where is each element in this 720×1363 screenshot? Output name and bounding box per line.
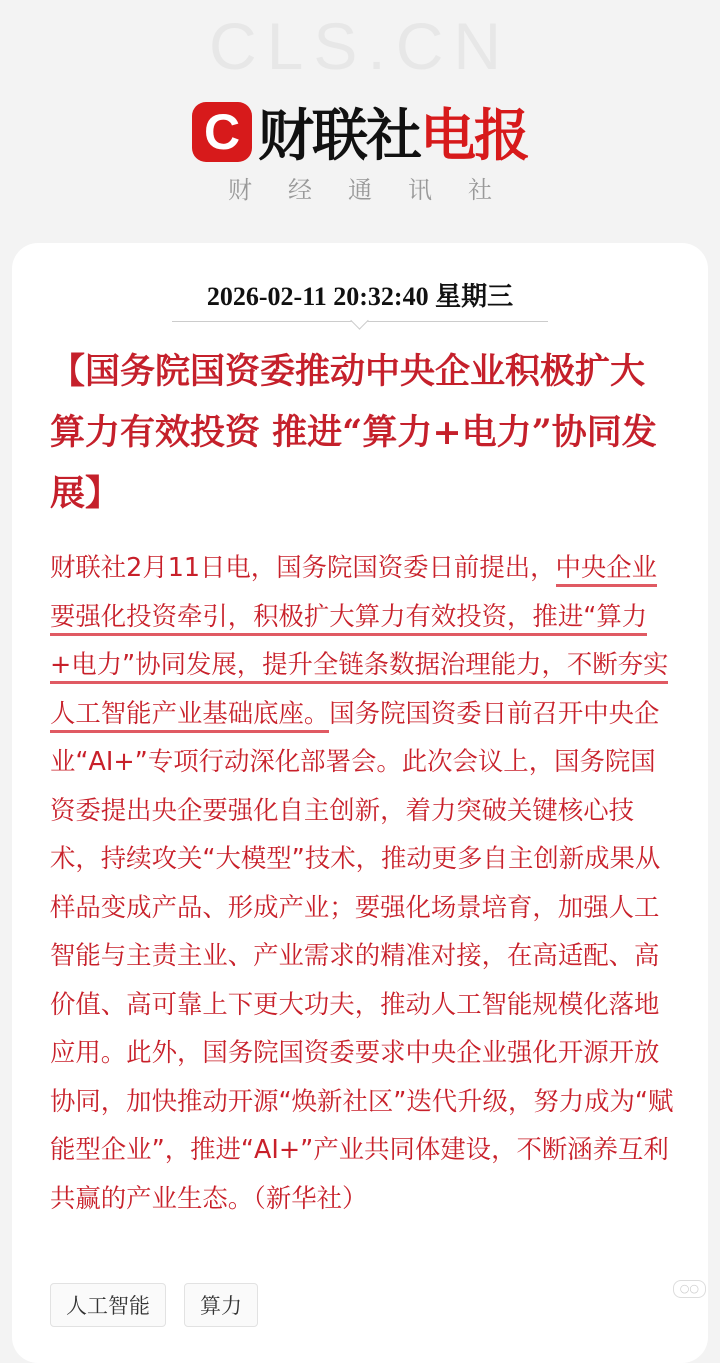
tag-ai[interactable]: 人工智能: [50, 1283, 166, 1327]
body-rest: 国务院国资委日前召开中央企业“AI+”专项行动深化部署会。此次会议上，国务院国资委提出央企要强化自主创新，着力突破关键核心技术，持续攻关“大模型”技术，推动更多自主创新成果从样品变成产品、形成产业；要强化场景培育，加强人工智能与主责主业、产业需求的精准对接，在高适配、高价值、高可靠上下更大功夫，推动人工智能规模化落地应用。此外，国务院国资委要求中央企业强化开源开放协同，加快推动开源“焕新社区”迭代升级，努力成为“赋能型企业”，推进“AI+”产业共同体建设，不断涵养互利共赢的产业生态。（新华社）: [50, 697, 674, 1213]
body-highlight: 中央企业要强化投资牵引，积极扩大算力有效投资，推进“算力+电力”协同发展，提升全链条数据治理能力，不断夯实人工智能产业基础底座。: [50, 552, 668, 733]
subbrand: 财经通讯社: [228, 176, 528, 204]
article-body: [50, 543, 674, 1222]
corner-watermark: [673, 1280, 706, 1298]
brand-suffix: 电报: [420, 104, 528, 169]
brand-name: 财联社: [258, 104, 420, 169]
logo-c-icon: [192, 102, 252, 162]
brand-logo: [0, 92, 720, 172]
article-datetime: 2026-02-11 20:32:40 星期三: [206, 282, 514, 311]
corner-badge-icon: ○○: [673, 1280, 706, 1298]
body-lead: 财联社2月11日电，国务院国资委日前提出，: [50, 552, 556, 582]
article-card: [12, 243, 708, 1363]
date-divider-notch: [350, 311, 368, 329]
logo-letter: C: [203, 104, 241, 160]
tag-list: [50, 1283, 258, 1327]
article-headline: 【国务院国资委推动中央企业积极扩大算力有效投资 推进“算力+电力”协同发展】: [50, 351, 657, 514]
tag-computing-power[interactable]: 算力: [184, 1283, 258, 1327]
watermark-text: CLS.CN: [208, 9, 512, 83]
